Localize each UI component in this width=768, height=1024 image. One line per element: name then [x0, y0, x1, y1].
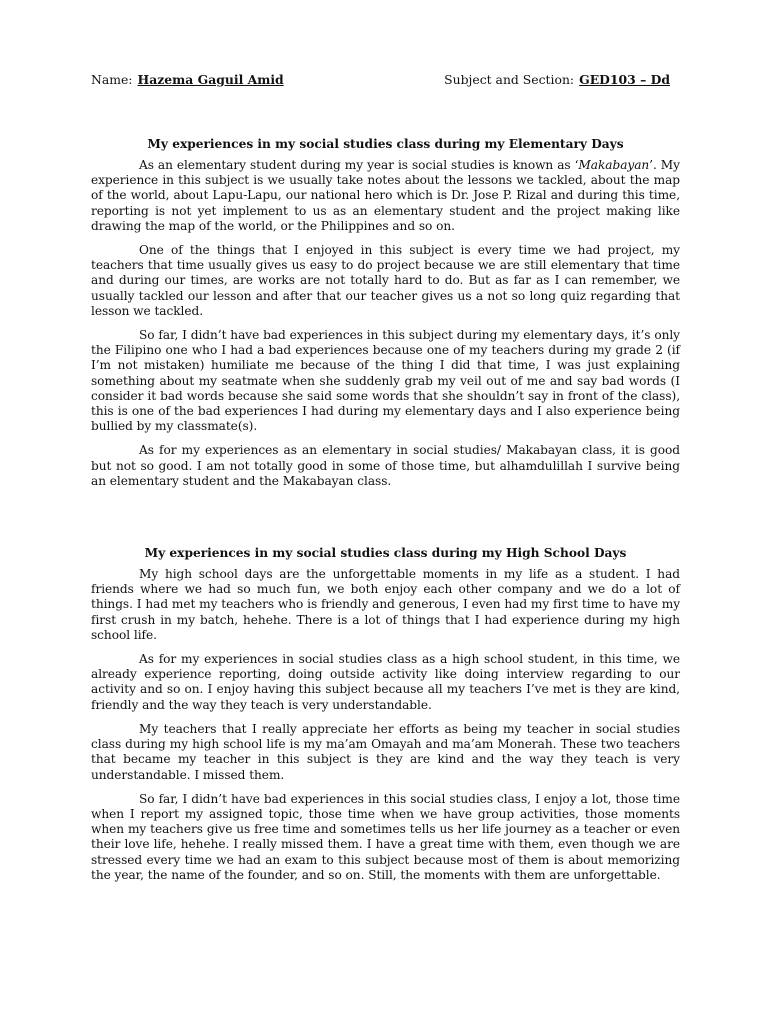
paragraph-text: ’. My experience in this subject is we usually take notes about the lessons we tackled, about the map of the world, about Lapu-Lapu, our national hero which is Dr. Jose P. Rizal and during this time, reporting is not yet implement to us as an elementary student and the project making like drawing the map of the world, or the Philippines and so on. — [91, 158, 680, 233]
paragraph: As for my experiences as an elementary in social studies/ Makabayan class, it is good but not so good. I am not totally good in some of those time, but alhamdulillah I survive being an elementary student and the Makabayan class. — [91, 443, 680, 488]
paragraph — [91, 158, 680, 234]
paragraph: My high school days are the unforgettable moments in my life as a student. I had friends where we had so much fun, we both enjoy each other company and we do a lot of things. I had met my teachers who is friendly and generous, I even had my first time to have my first crush in my batch, hehehe. There is a lot of things that I had experience during my high school life. — [91, 567, 680, 642]
subject-line — [444, 72, 670, 88]
paragraph: My teachers that I really appreciate her efforts as being my teacher in social studies class during my high school life is my ma’am Omayah and ma’am Monerah. These two teachers that became my teacher in this subject is they are kind and the way they teach is very understandable. I missed them. — [91, 721, 680, 782]
section-title-high-school: My experiences in my social studies class during my High School Days — [144, 546, 627, 561]
paragraph: So far, I didn’t have bad experiences in this subject during my elementary days, it’s only the Filipino one who I had a bad experiences because one of my teachers during my grade 2 (if I’m not mistaken) humiliate me because of the thing I did that time, I was just explaining something about my seatmate when she suddenly grab my veil out of me and say bad words (I consider it bad words because she said some words that she shouldn’t say in front of the class), this is one of the bad experiences I had during my elementary days and I also experience being bullied by my classmate(s). — [91, 328, 680, 434]
paragraph-text: As an elementary student during my year is social studies is known as ‘ — [139, 158, 579, 172]
document-header — [91, 72, 680, 88]
section-high-school — [91, 545, 680, 883]
paragraph: One of the things that I enjoyed in this subject is every time we had project, my teachers that time usually gives us easy to do project because we are still elementary that time and during our times, are works are not totally hard to do. But as far as I can remember, we usually tackled our lesson and after that our teacher gives us a not so long quiz regarding that lesson we tackled. — [91, 243, 680, 318]
name-label: Name: — [91, 72, 133, 87]
name-value: Hazema Gaguil Amid — [137, 72, 284, 87]
paragraph: As for my experiences in social studies class as a high school student, in this time, we already experience reporting, doing outside activity like doing interview regarding to our activity and so on. I enjoy having this subject because all my teachers I’ve met is they are kind, friendly and the way they teach is very understandable. — [91, 652, 680, 712]
paragraph: So far, I didn’t have bad experiences in this social studies class, I enjoy a lot, those time when I report my assigned topic, those time when we have group activities, those moments when my teachers give us free time and sometimes tells us her life journey as a teacher or even their love life, hehehe. I really missed them. I have a great time with them, even though we are stressed every time we had an exam to this subject because most of them is about memorizing the year, the name of the founder, and so on. Still, the moments with them are unforgettable. — [91, 791, 680, 882]
section-spacer — [91, 498, 680, 545]
subject-label: Subject and Section: — [444, 72, 575, 87]
section-elementary — [91, 136, 680, 489]
subject-value: GED103 – Dd — [579, 72, 670, 87]
paragraph-italic-term: Makabayan — [578, 158, 650, 172]
section-title-elementary: My experiences in my social studies class during my Elementary Days — [147, 137, 624, 151]
name-line — [91, 72, 284, 88]
